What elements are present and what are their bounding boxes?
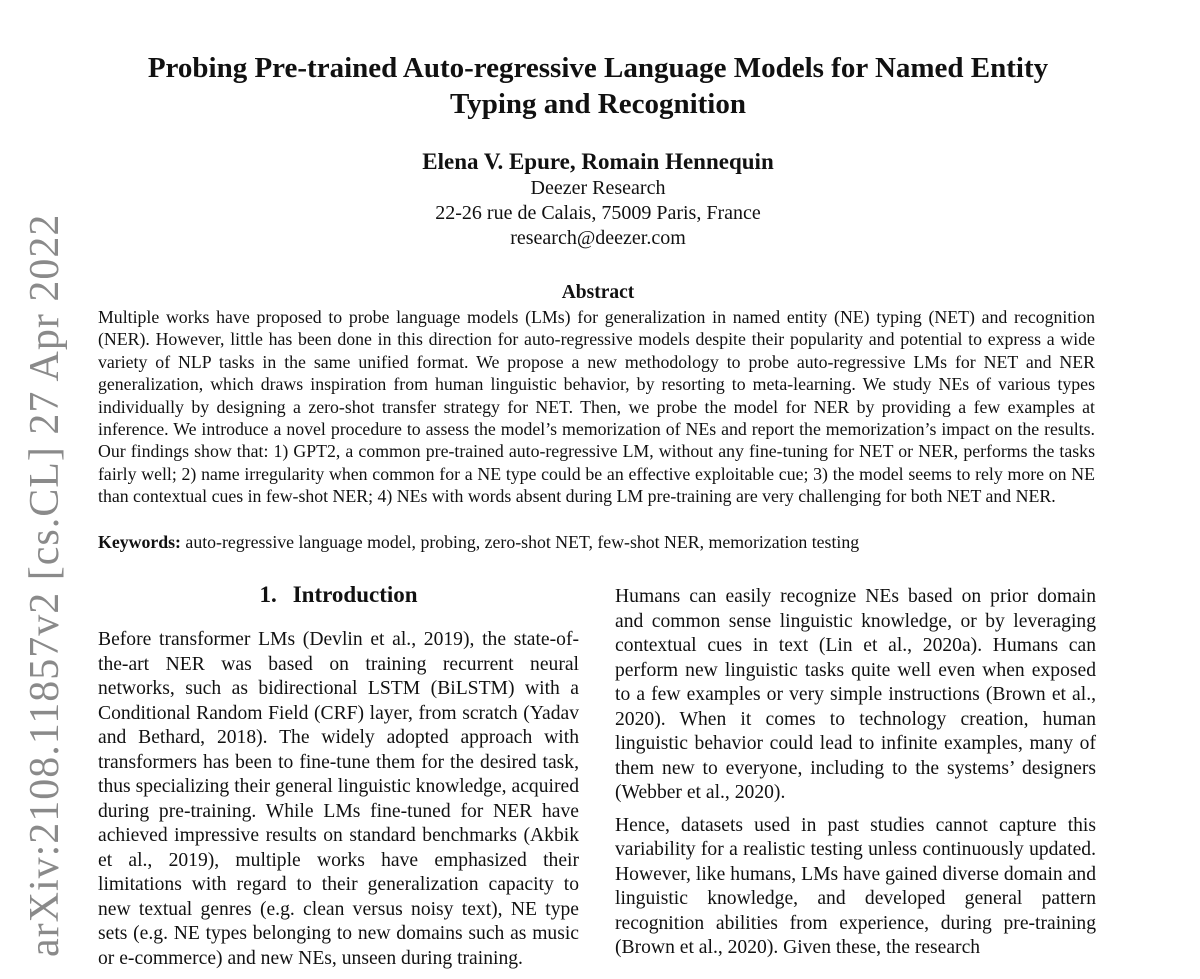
paper-title [98, 50, 1098, 122]
right-column [615, 585, 1096, 969]
paper-title-line-2: Typing and Recognition [450, 88, 746, 120]
affiliation-email: research@deezer.com [510, 227, 686, 249]
affiliation-address: 22-26 rue de Calais, 75009 Paris, France [435, 202, 761, 224]
keywords-line [98, 531, 1095, 553]
section-title: Introduction [292, 582, 418, 607]
abstract-heading: Abstract [561, 282, 635, 303]
arxiv-identifier-stamp: arXiv:2108.11857v2 [cs.CL] 27 Apr 2022 [22, 213, 68, 957]
paper-title-line-1: Probing Pre-trained Auto-regressive Language Models for Named Entity [147, 52, 1049, 84]
section-heading-introduction [98, 580, 579, 610]
section-number: 1. [259, 582, 277, 607]
right-paragraph-2: Hence, datasets used in past studies cannot capture this variability for a realistic testing unless continuously updated. However, like humans, LMs have gained diverse domain and linguistic knowledge, and developed general pattern recognition abilities from experience, during pre-training (Brown et al., 2020). Given these, the research [615, 814, 1096, 958]
left-paragraph-1: Before transformer LMs (Devlin et al., 2019), the state-of-the-art NER was based on training recurrent neural networks, such as bidirectional LSTM (BiLSTM) with a Conditional Random Field (CRF) layer, from scratch (Yadav and Bethard, 2018). The widely adopted approach with transformers has been to fine-tune them for the desired task, thus specializing their general linguistic knowledge, acquired during pre-training. While LMs fine-tuned for NER have achieved impressive results on standard benchmarks (Akbik et al., 2019), multiple works have emphasized their limitations with regard to their generalization capacity to new textual genres (e.g. clean versus noisy text), NE type sets (e.g. NE types belonging to new domains such as music or e-commerce) and new NEs, unseen during training. [98, 629, 579, 969]
left-column [98, 628, 579, 979]
right-paragraph-1: Humans can easily recognize NEs based on prior domain and common sense linguistic knowledge, or by leveraging contextual cues in text (Lin et al., 2020a). Humans can perform new linguistic tasks quite well even when exposed to a few examples or very simple instructions (Brown et al., 2020). When it comes to technology creation, human linguistic behavior could lead to infinite examples, many of them new to everyone, including to the systems’ designers (Webber et al., 2020). [615, 586, 1096, 803]
author-names: Elena V. Epure, Romain Hennequin [422, 149, 774, 174]
affiliation-organization: Deezer Research [530, 177, 666, 199]
abstract-body: Multiple works have proposed to probe language models (LMs) for generalization in named entity (NE) typing (NET) and recognition (NER). However, little has been done in this direction for auto-regressive models despite their popularity and potential to express a wide variety of NLP tasks in the same unified format. We propose a new methodology to probe auto-regressive LMs for NET and NER generalization, which draws inspiration from human linguistic behavior, by resorting to meta-learning. We study NEs of various types individually by designing a zero-shot transfer strategy for NET. Then, we probe the model for NER by providing a few examples at inference. We introduce a novel procedure to assess the model’s memorization of NEs and report the memorization’s impact on the results. Our findings show that: 1) GPT2, a common pre-trained auto-regressive LM, without any fine-tuning for NET or NER, performs the tasks fairly well; 2) name irregularity when common for a NE type could be an effective exploitable cue; 3) the model seems to rely more on NE than contextual cues in few-shot NER; 4) NEs with words absent during LM pre-training are very challenging for both NET and NER. [98, 307, 1095, 507]
keywords-text: auto-regressive language model, probing, zero-shot NET, few-shot NER, memorization testing [185, 532, 860, 552]
keywords-label: Keywords: [98, 532, 181, 552]
